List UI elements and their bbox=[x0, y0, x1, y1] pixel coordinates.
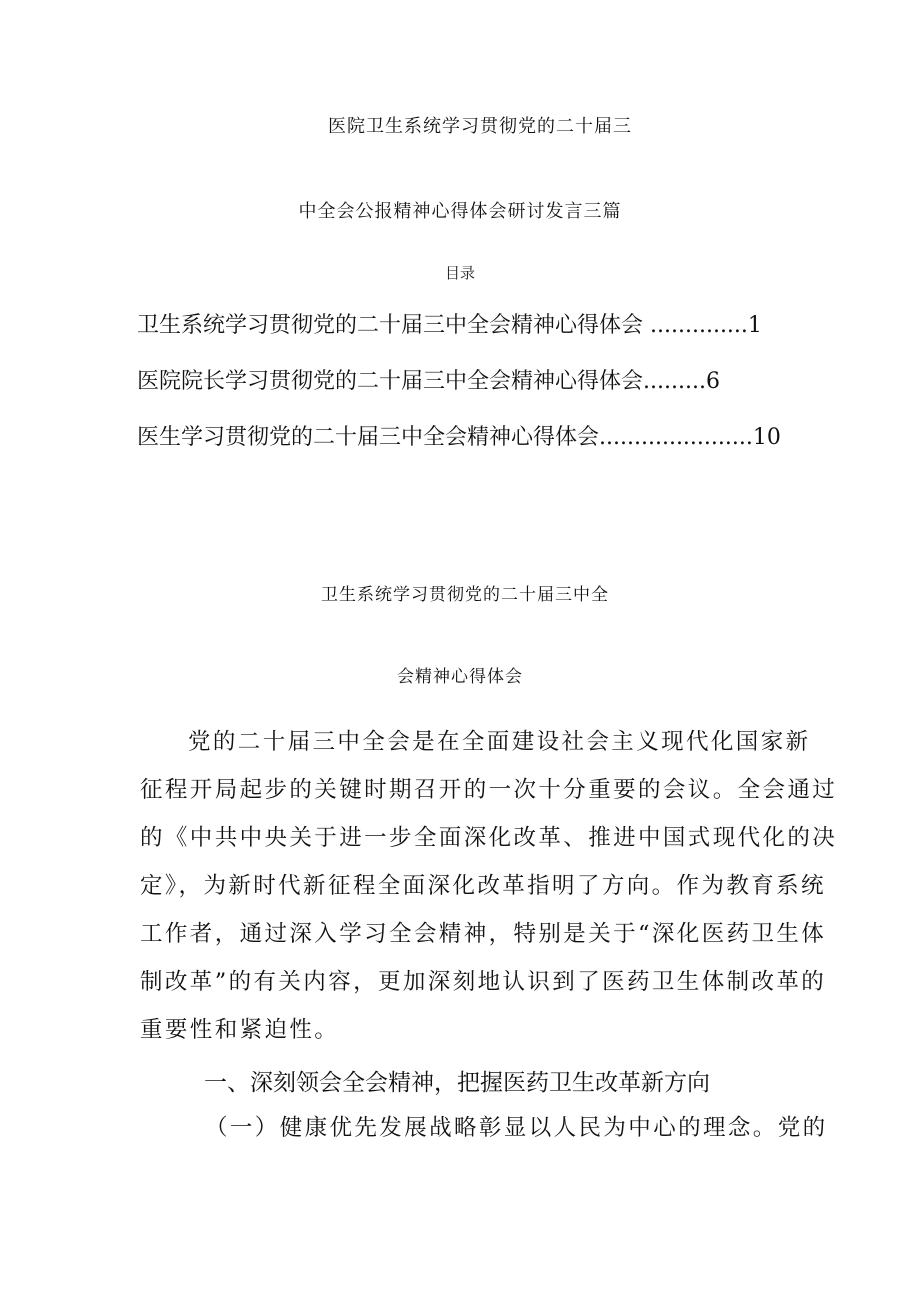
section-heading: 一、深刻领会全会精神，把握医药卫生改革新方向 bbox=[204, 1070, 710, 1096]
document-title-line-1: 医院卫生系统学习贯彻党的二十届三 bbox=[328, 116, 632, 137]
toc-entry-title: 卫生系统学习贯彻党的二十届三中全会精神心得体会 bbox=[137, 313, 644, 338]
toc-heading: 目录 bbox=[444, 264, 475, 282]
section-title-line-1: 卫生系统学习贯彻党的二十届三中全 bbox=[321, 585, 609, 605]
toc-entry[interactable] bbox=[137, 420, 781, 451]
paragraph-line: 工作者，通过深入学习全会精神，特别是关于“深化医药卫生体 bbox=[140, 921, 827, 947]
toc-entry-title: 医生学习贯彻党的二十届三中全会精神心得体会 bbox=[137, 425, 600, 450]
paragraph-line: 党的二十届三中全会是在全面建设社会主义现代化国家新 bbox=[188, 729, 811, 755]
paragraph-line: 重要性和紧迫性。 bbox=[140, 1017, 340, 1043]
toc-entry-page: 10 bbox=[752, 425, 781, 450]
paragraph-line: 制改革”的有关内容，更加深刻地认识到了医药卫生体制改革的 bbox=[140, 969, 827, 995]
toc-entry-leader: ......... bbox=[643, 369, 706, 394]
toc-entry-title: 医院院长学习贯彻党的二十届三中全会精神心得体会 bbox=[137, 369, 644, 394]
paragraph-line: 的《中共中央关于进一步全面深化改革、推进中国式现代化的决 bbox=[140, 825, 838, 851]
toc-entry-leader: ...................... bbox=[599, 425, 753, 450]
paragraph-line: 征程开局起步的关键时期召开的一次十分重要的会议。全会通过 bbox=[140, 777, 838, 803]
toc-entry-leader: .............. bbox=[643, 313, 748, 338]
paragraph-line: 定》，为新时代新征程全面深化改革指明了方向。作为教育系统 bbox=[140, 873, 826, 899]
document-title-line-2: 中全会公报精神心得体会研讨发言三篇 bbox=[298, 201, 622, 222]
toc-entry[interactable] bbox=[137, 308, 762, 339]
section-title-line-2: 会精神心得体会 bbox=[397, 667, 523, 687]
subheading-line: （一）健康优先发展战略彰显以人民为中心的理念。党的 bbox=[205, 1115, 828, 1141]
toc-entry[interactable] bbox=[137, 364, 720, 395]
toc-entry-page: 1 bbox=[747, 313, 762, 338]
toc-entry-page: 6 bbox=[705, 369, 720, 394]
